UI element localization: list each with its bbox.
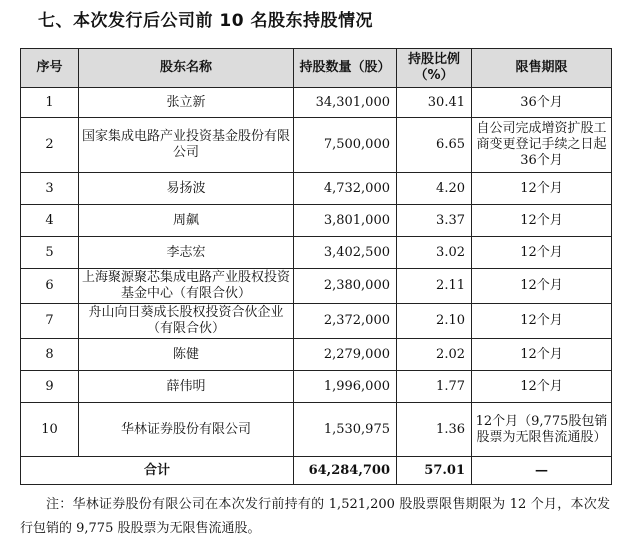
cell-no: 8 (21, 339, 79, 371)
table-row (21, 173, 612, 205)
cell-no: 1 (21, 88, 79, 118)
cell-no: 5 (21, 237, 79, 269)
cell-lockup: 12个月 (472, 205, 612, 237)
table-row (21, 237, 612, 269)
table-row (21, 118, 612, 173)
cell-lockup: 12个月（9,775股包销股票为无限售流通股） (472, 403, 612, 457)
header-name: 股东名称 (79, 49, 294, 88)
cell-no: 9 (21, 371, 79, 403)
total-row (21, 457, 612, 485)
cell-shares: 3,402,500 (294, 237, 397, 269)
header-no: 序号 (21, 49, 79, 88)
table-row (21, 304, 612, 339)
cell-ratio: 2.11 (397, 269, 472, 304)
cell-ratio: 3.37 (397, 205, 472, 237)
cell-lockup: 自公司完成增资扩股工商变更登记手续之日起36个月 (472, 118, 612, 173)
header-lockup: 限售期限 (472, 49, 612, 88)
cell-name: 张立新 (79, 88, 294, 118)
cell-name: 周飙 (79, 205, 294, 237)
cell-ratio: 1.36 (397, 403, 472, 457)
cell-shares: 7,500,000 (294, 118, 397, 173)
cell-ratio: 30.41 (397, 88, 472, 118)
cell-name: 上海聚源聚芯集成电路产业股权投资基金中心（有限合伙） (79, 269, 294, 304)
section-title: 七、本次发行后公司前 10 名股东持股情况 (38, 11, 373, 31)
cell-name: 国家集成电路产业投资基金股份有限公司 (79, 118, 294, 173)
cell-no: 2 (21, 118, 79, 173)
header-shares: 持股数量（股） (294, 49, 397, 88)
cell-no: 4 (21, 205, 79, 237)
cell-shares: 1,530,975 (294, 403, 397, 457)
cell-no: 6 (21, 269, 79, 304)
cell-ratio: 2.02 (397, 339, 472, 371)
cell-ratio: 1.77 (397, 371, 472, 403)
footnote: 注：华林证券股份有限公司在本次发行前持有的 1,521,200 股股票限售期限为 12 个月，本次发行包销的 9,775 股股票为无限售流通股。 (20, 497, 610, 536)
cell-shares: 34,301,000 (294, 88, 397, 118)
cell-lockup: 12个月 (472, 339, 612, 371)
cell-lockup: 36个月 (472, 88, 612, 118)
cell-shares: 2,372,000 (294, 304, 397, 339)
table-row (21, 371, 612, 403)
cell-lockup: 12个月 (472, 269, 612, 304)
cell-ratio: 2.10 (397, 304, 472, 339)
cell-no: 7 (21, 304, 79, 339)
cell-no: 3 (21, 173, 79, 205)
table-header-row (21, 49, 612, 88)
cell-lockup: 12个月 (472, 304, 612, 339)
cell-shares: 2,380,000 (294, 269, 397, 304)
total-shares: 64,284,700 (294, 457, 397, 485)
shareholders-table (20, 48, 612, 485)
table-row (21, 339, 612, 371)
header-ratio: 持股比例（%） (397, 49, 472, 88)
cell-no: 10 (21, 403, 79, 457)
cell-shares: 4,732,000 (294, 173, 397, 205)
cell-lockup: 12个月 (472, 237, 612, 269)
cell-ratio: 4.20 (397, 173, 472, 205)
cell-name: 易扬波 (79, 173, 294, 205)
cell-shares: 2,279,000 (294, 339, 397, 371)
table-row (21, 403, 612, 457)
total-ratio: 57.01 (397, 457, 472, 485)
cell-ratio: 3.02 (397, 237, 472, 269)
total-label: 合计 (21, 457, 294, 485)
cell-name: 陈健 (79, 339, 294, 371)
cell-shares: 1,996,000 (294, 371, 397, 403)
cell-name: 华林证券股份有限公司 (79, 403, 294, 457)
table-row (21, 88, 612, 118)
cell-lockup: 12个月 (472, 371, 612, 403)
table-row (21, 269, 612, 304)
cell-ratio: 6.65 (397, 118, 472, 173)
cell-name: 李志宏 (79, 237, 294, 269)
table-row (21, 205, 612, 237)
cell-shares: 3,801,000 (294, 205, 397, 237)
cell-name: 薛伟明 (79, 371, 294, 403)
total-lockup: — (472, 457, 612, 485)
cell-lockup: 12个月 (472, 173, 612, 205)
cell-name: 舟山向日葵成长股权投资合伙企业（有限合伙） (79, 304, 294, 339)
